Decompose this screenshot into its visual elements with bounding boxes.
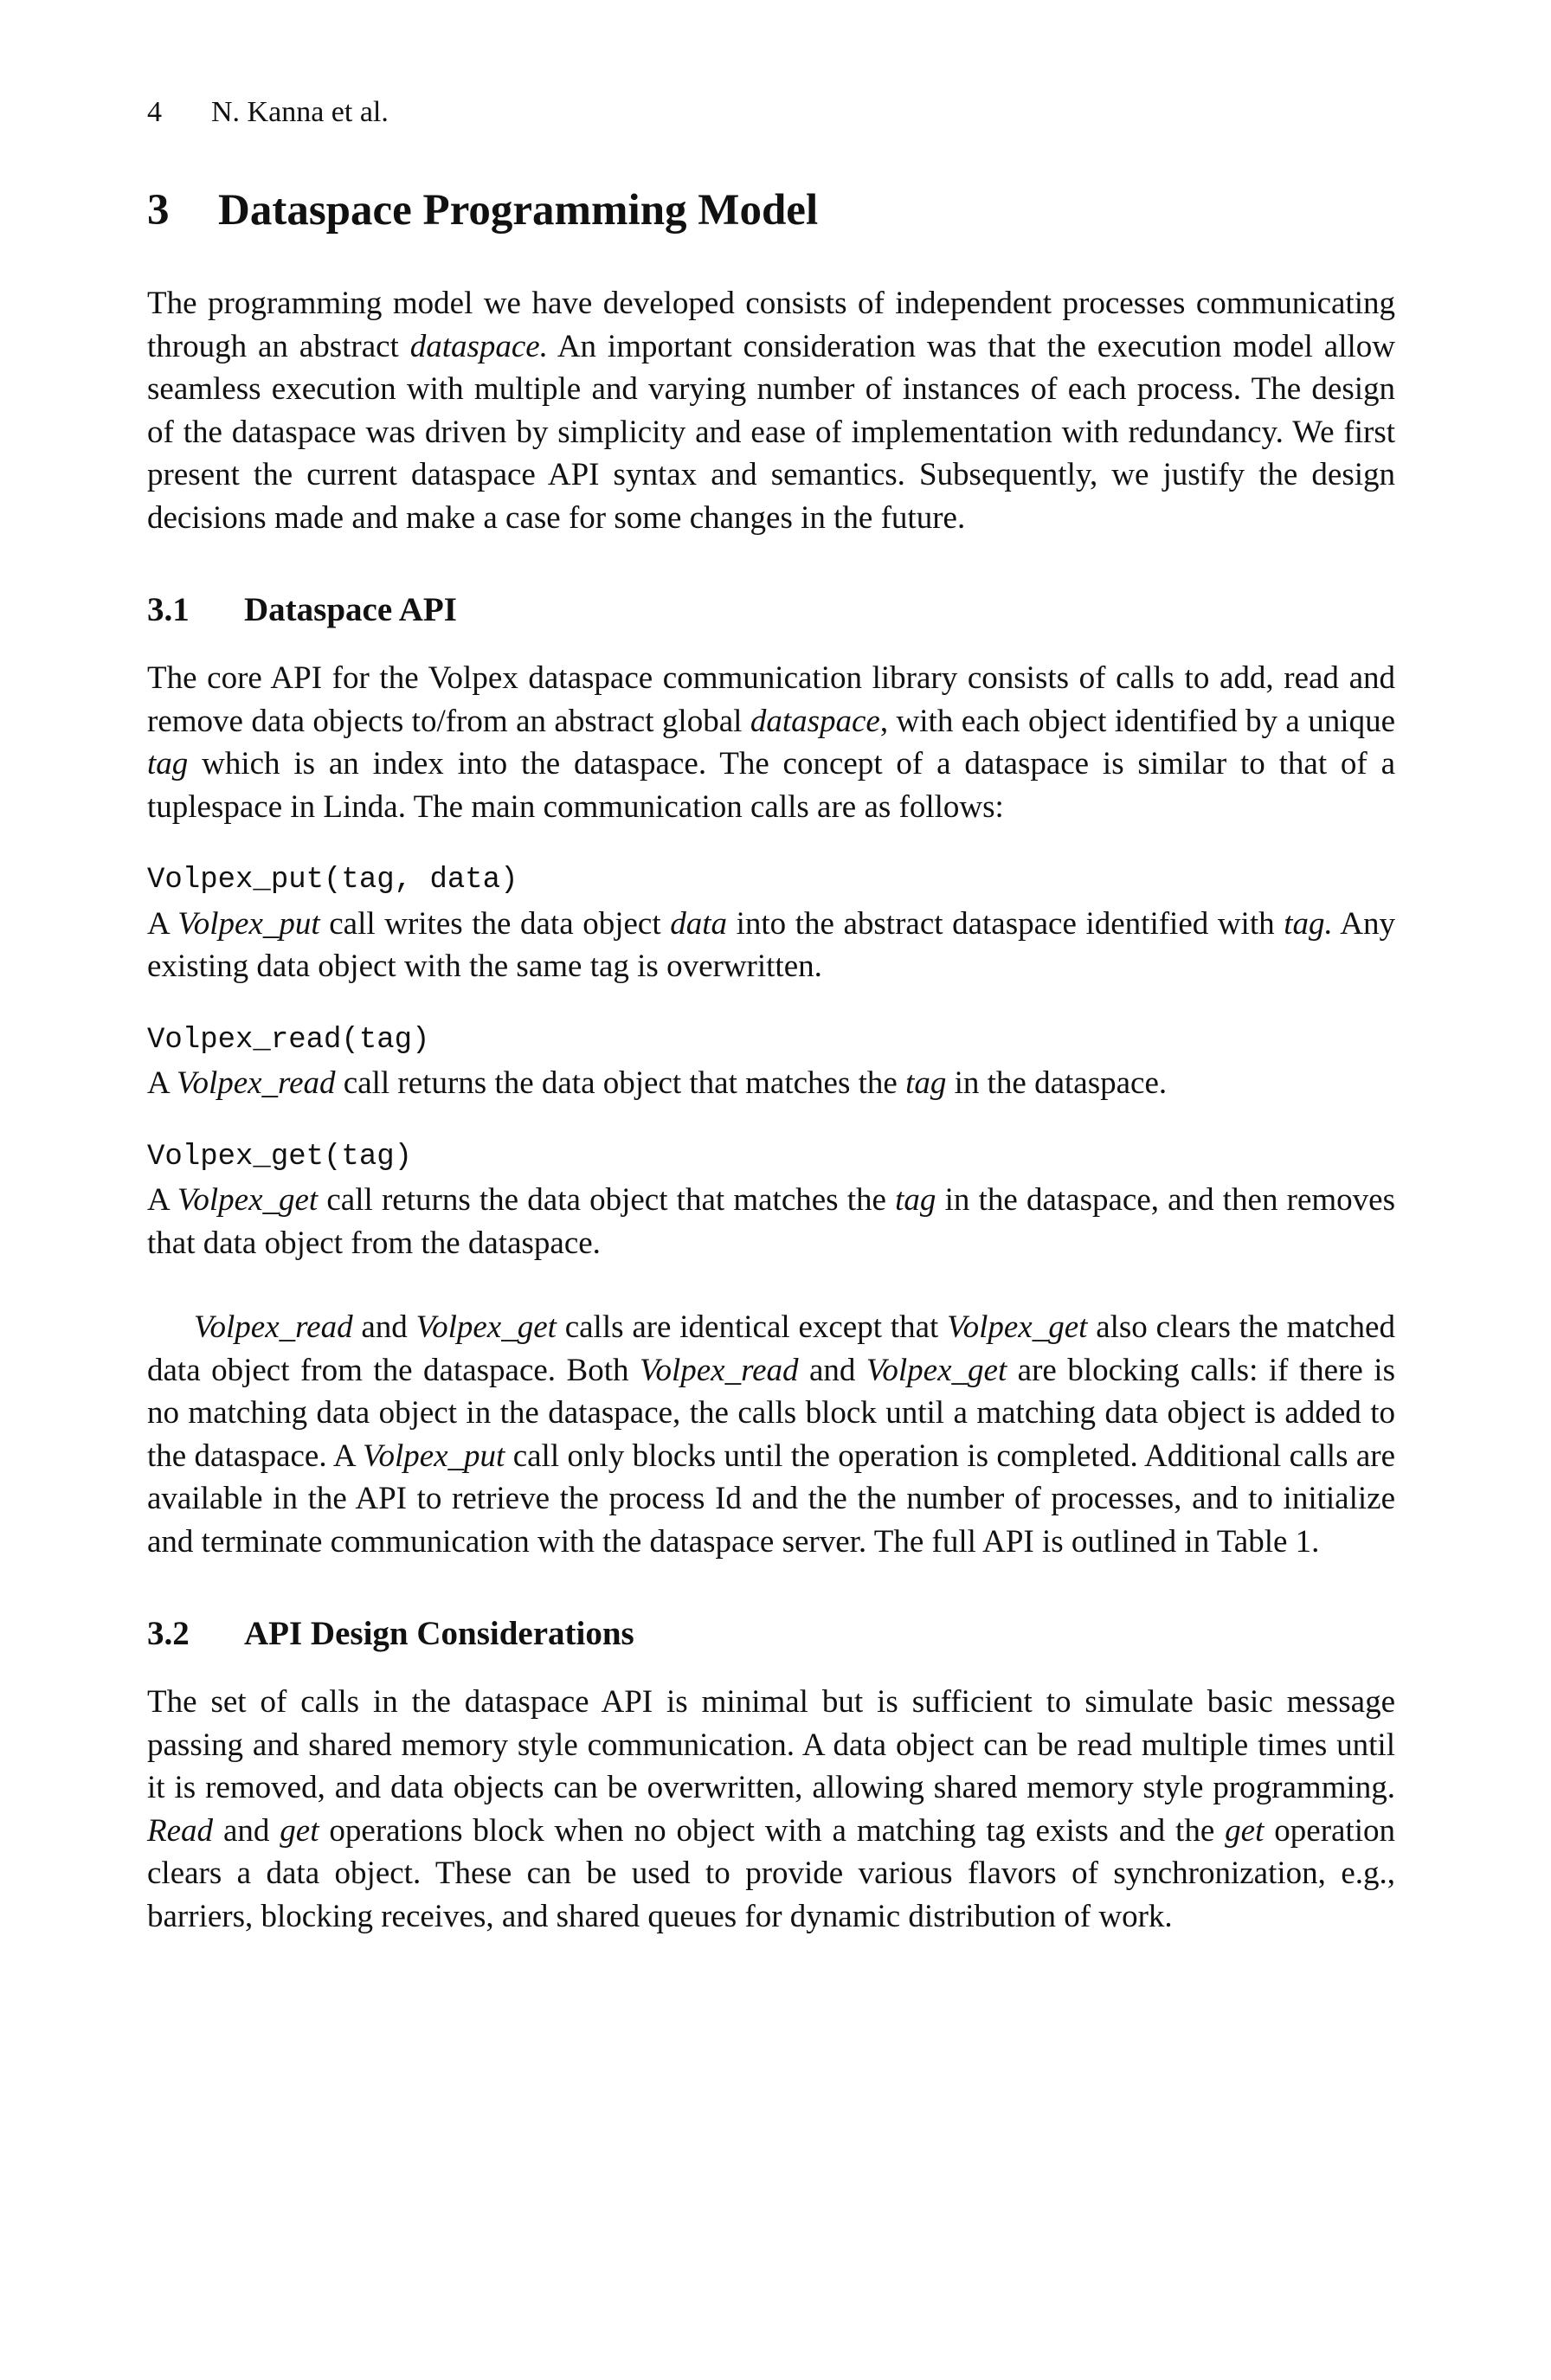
subsection-heading-api-design xyxy=(147,1613,1395,1655)
running-header xyxy=(147,93,1395,132)
emphasis-run: tag. xyxy=(1284,905,1333,942)
text-run: A xyxy=(147,905,178,942)
subsection-heading-dataspace-api xyxy=(147,589,1395,631)
text-run: operations block when no object with a matching tag exists and the xyxy=(319,1812,1226,1849)
text-run: and xyxy=(352,1309,416,1345)
text-run: , with each object identified by a unique xyxy=(879,703,1395,739)
text-run: call writes the data object xyxy=(319,905,671,942)
text-run: in the dataspace. xyxy=(946,1065,1168,1101)
subsection-number: 3.2 xyxy=(147,1615,190,1652)
emphasis-run: Volpex_read xyxy=(639,1352,799,1388)
text-run: call returns the data object that matches the xyxy=(335,1065,906,1101)
text-run: An important consideration was that the execution model allow seamless execution with multiple and varying number of instances of each process. The design of the dataspace was driven by simplicity and ease of implementation with redundancy. We first present the current dataspace API syntax and semantics. Subsequently, we justify the design decisions made and make a case for some changes in the future. xyxy=(147,328,1395,536)
emphasis-run: tag xyxy=(895,1182,936,1218)
api-entry-put xyxy=(147,859,1395,988)
paper-page xyxy=(147,93,1395,1938)
text-run: call only blocks until the operation is completed. Additional calls are available in the API to retrieve the process Id and the the number of processes, and to initialize and terminate communication with the dataspace server. The full API is outlined in Table 1. xyxy=(147,1438,1395,1560)
api-description xyxy=(147,1062,1395,1105)
section-number: 3 xyxy=(147,186,170,235)
text-run: are blocking calls: if there is no matching data object in the dataspace, the calls block until a matching data object is added to the dataspace. A xyxy=(147,1352,1395,1474)
emphasis-run: Volpex_get xyxy=(415,1309,557,1345)
api-entry-read xyxy=(147,1020,1395,1105)
text-run: in the dataspace, and then removes that data object from the dataspace. xyxy=(147,1182,1396,1261)
emphasis-run: dataspace. xyxy=(409,328,548,364)
text-run: call returns the data object that matches the xyxy=(318,1182,896,1218)
api-description xyxy=(147,903,1395,988)
text-run: and xyxy=(213,1812,280,1849)
api-signature: Volpex_read(tag) xyxy=(147,1023,430,1057)
api-signature: Volpex_get(tag) xyxy=(147,1140,413,1174)
text-run: The programming model we have developed consists of independent processes communicating through an abstract xyxy=(147,286,1395,364)
subsection-number: 3.1 xyxy=(147,591,190,628)
emphasis-run: get xyxy=(1225,1812,1265,1849)
emphasis-run: Volpex_read xyxy=(194,1309,353,1345)
text-run: A xyxy=(147,1065,177,1101)
section-title: Dataspace Programming Model xyxy=(218,186,819,235)
page-number: 4 xyxy=(147,96,162,128)
emphasis-run: Volpex_put xyxy=(177,905,320,942)
text-run: and xyxy=(798,1352,866,1388)
text-run: A xyxy=(147,1182,177,1218)
emphasis-run: tag xyxy=(905,1065,947,1101)
text-run: The core API for the Volpex dataspace communication library consists of calls to add, read and remove data objects to/from an abstract global xyxy=(147,660,1395,739)
emphasis-run: get xyxy=(280,1812,319,1849)
emphasis-run: data xyxy=(670,905,727,942)
section-heading xyxy=(147,183,1395,237)
text-run: into the abstract dataspace identified with xyxy=(726,905,1284,942)
api-discussion-paragraph xyxy=(147,1306,1395,1563)
subsection-title: API Design Considerations xyxy=(244,1615,634,1652)
text-run: calls are identical except that xyxy=(556,1309,948,1345)
emphasis-run: Volpex_get xyxy=(947,1309,1088,1345)
emphasis-run: Volpex_get xyxy=(177,1182,319,1218)
emphasis-run: tag xyxy=(147,746,189,782)
subsection-title: Dataspace API xyxy=(244,591,457,628)
api-intro-paragraph xyxy=(147,657,1395,828)
text-run: Any existing data object with the same tag is overwritten. xyxy=(147,905,1395,984)
api-design-paragraph xyxy=(147,1681,1395,1938)
text-run: The set of calls in the dataspace API is minimal but is sufficient to simulate basic message passing and shared memory style communication. A data object can be read multiple times until it is removed, and data objects can be overwritten, allowing shared memory style programming. xyxy=(147,1684,1395,1805)
emphasis-run: Volpex_get xyxy=(866,1352,1007,1388)
running-authors: N. Kanna et al. xyxy=(211,96,389,128)
section-intro-paragraph xyxy=(147,282,1395,539)
emphasis-run: Volpex_put xyxy=(362,1438,505,1474)
api-description xyxy=(147,1179,1395,1264)
api-signature: Volpex_put(tag, data) xyxy=(147,864,518,897)
api-entry-get xyxy=(147,1136,1395,1265)
text-run: which is an index into the dataspace. The concept of a dataspace is similar to that of a tuplespace in Linda. The main communication calls are as follows: xyxy=(147,746,1395,825)
emphasis-run: Read xyxy=(147,1812,214,1849)
text-run: operation clears a data object. These can be used to provide various flavors of synchronization, e.g., barriers, blocking receives, and shared queues for dynamic distribution of work. xyxy=(147,1812,1395,1934)
emphasis-run: dataspace xyxy=(750,703,880,739)
emphasis-run: Volpex_read xyxy=(176,1065,336,1101)
text-run: also clears the matched data object from the dataspace. Both xyxy=(147,1309,1395,1388)
